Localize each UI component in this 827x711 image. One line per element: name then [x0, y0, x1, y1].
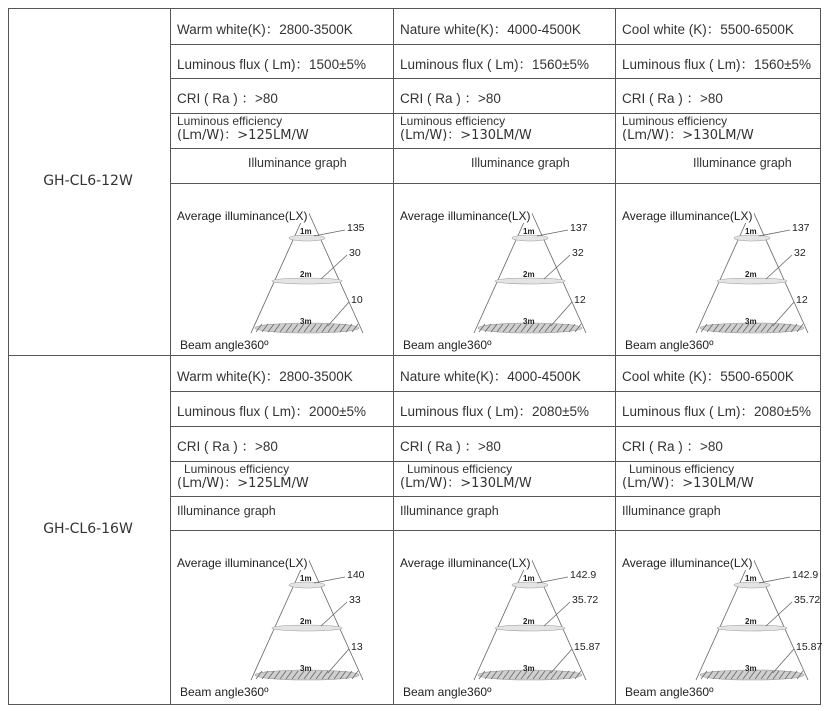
cone-edge-left	[696, 209, 752, 333]
grid-hline	[170, 78, 821, 79]
distance-label: 1m	[300, 227, 312, 236]
cri-value: CRI ( Ra ) ：>80	[400, 439, 501, 454]
luminous-flux-value: Luminous flux ( Lm)：2080±5%	[622, 404, 811, 419]
lux-value: 33	[349, 594, 361, 606]
cct-value: Nature white(K)：4000-4500K	[400, 369, 581, 384]
cri-value: CRI ( Ra ) ：>80	[177, 439, 278, 454]
leader-line	[544, 255, 570, 279]
luminous-efficiency-label: Luminous efficiency	[622, 114, 728, 128]
lux-value: 35.72	[794, 594, 821, 606]
luminous-efficiency-value: (Lm/W)：>130LM/W	[622, 476, 754, 491]
leader-line	[328, 302, 349, 326]
lux-value: 10	[351, 294, 363, 306]
distance-label: 1m	[745, 574, 757, 583]
lux-value: 142.9	[792, 569, 819, 581]
illuminance-cone-diagram	[177, 556, 387, 706]
distance-label: 1m	[300, 574, 312, 583]
beam-angle-label: Beam angle360º	[403, 338, 492, 352]
grid-hline	[170, 530, 821, 531]
luminous-efficiency-value: (Lm/W)：>130LM/W	[622, 128, 754, 143]
distance-label: 1m	[523, 227, 535, 236]
leader-line	[314, 577, 345, 583]
luminous-efficiency-value: (Lm/W)：>130LM/W	[400, 476, 532, 491]
grid-hline	[170, 148, 821, 149]
average-illuminance-label: Average illuminance(LX)	[400, 556, 531, 570]
grid-hline	[170, 391, 821, 392]
beam-angle-label: Beam angle360º	[180, 685, 269, 699]
illuminance-graph-label: Illuminance graph	[400, 504, 499, 518]
luminous-flux-value: Luminous flux ( Lm)：1500±5%	[177, 57, 366, 72]
leader-line	[537, 230, 568, 236]
leader-line	[759, 230, 790, 236]
luminous-efficiency-label: Luminous efficiency	[400, 114, 506, 128]
grid-hline	[170, 44, 821, 45]
distance-label: 3m	[745, 317, 757, 326]
distance-label: 1m	[745, 227, 757, 236]
cct-value: Warm white(K)：2800-3500K	[177, 22, 353, 37]
distance-label: 3m	[745, 664, 757, 673]
leader-line	[766, 602, 792, 626]
lux-value: 12	[574, 294, 586, 306]
average-illuminance-label: Average illuminance(LX)	[622, 556, 753, 570]
model-name: GH-CL6-16W	[43, 520, 133, 537]
grid-hline	[170, 183, 821, 184]
lux-value: 137	[570, 222, 588, 234]
leader-line	[544, 602, 570, 626]
lux-value: 30	[349, 247, 361, 259]
average-illuminance-label: Average illuminance(LX)	[400, 209, 531, 223]
lux-value: 13	[351, 641, 363, 653]
luminous-efficiency-value: (Lm/W)：>125LM/W	[177, 128, 309, 143]
cct-value: Warm white(K)：2800-3500K	[177, 369, 353, 384]
luminous-flux-value: Luminous flux ( Lm)：1560±5%	[400, 57, 589, 72]
luminous-efficiency-label: Luminous efficiency	[407, 462, 513, 476]
lux-value: 12	[796, 294, 808, 306]
lux-value: 35.72	[572, 594, 599, 606]
distance-label: 2m	[300, 270, 312, 279]
lux-value: 135	[347, 222, 365, 234]
leader-line	[759, 577, 790, 583]
leader-line	[773, 302, 794, 326]
distance-label: 3m	[523, 317, 535, 326]
luminous-efficiency	[400, 115, 532, 144]
grid-vline	[8, 8, 9, 705]
illuminance-cone-diagram	[622, 209, 827, 359]
lux-value: 140	[347, 569, 365, 581]
lux-value: 32	[572, 247, 584, 259]
cone-edge-left	[696, 556, 752, 680]
distance-label: 2m	[745, 617, 757, 626]
illuminance-graph-label: Illuminance graph	[693, 156, 792, 170]
distance-label: 3m	[300, 664, 312, 673]
luminous-efficiency	[177, 115, 309, 144]
cone-edge-left	[474, 556, 530, 680]
average-illuminance-label: Average illuminance(LX)	[177, 556, 308, 570]
leader-line	[328, 649, 349, 673]
leader-line	[551, 302, 572, 326]
luminous-flux-value: Luminous flux ( Lm)：1560±5%	[622, 57, 811, 72]
grid-hline	[170, 496, 821, 497]
beam-angle-label: Beam angle360º	[625, 685, 714, 699]
leader-line	[314, 230, 345, 236]
model-name: GH-CL6-12W	[43, 172, 133, 189]
luminous-flux-value: Luminous flux ( Lm)：2000±5%	[177, 404, 366, 419]
illuminance-cone-diagram	[400, 556, 610, 706]
lux-value: 142.9	[570, 569, 597, 581]
illuminance-graph-label: Illuminance graph	[471, 156, 570, 170]
leader-line	[551, 649, 572, 673]
lux-value: 15.87	[796, 641, 823, 653]
cct-value: Cool white (K)：5500-6500K	[622, 22, 794, 37]
distance-label: 1m	[523, 574, 535, 583]
lux-value: 137	[792, 222, 810, 234]
cri-value: CRI ( Ra ) ：>80	[622, 91, 723, 106]
distance-label: 2m	[523, 270, 535, 279]
distance-label: 2m	[745, 270, 757, 279]
cone-edge-left	[474, 209, 530, 333]
lux-value: 32	[794, 247, 806, 259]
distance-label: 2m	[300, 617, 312, 626]
average-illuminance-label: Average illuminance(LX)	[177, 209, 308, 223]
average-illuminance-label: Average illuminance(LX)	[622, 209, 753, 223]
luminous-efficiency	[177, 462, 309, 492]
cri-value: CRI ( Ra ) ：>80	[400, 91, 501, 106]
luminous-efficiency-value: (Lm/W)：>130LM/W	[400, 128, 532, 143]
beam-angle-label: Beam angle360º	[403, 685, 492, 699]
cone-edge-left	[251, 556, 307, 680]
distance-label: 2m	[523, 617, 535, 626]
illuminance-graph-label: Illuminance graph	[177, 504, 276, 518]
luminous-efficiency-label: Luminous efficiency	[177, 114, 283, 128]
leader-line	[537, 577, 568, 583]
beam-angle-label: Beam angle360º	[180, 338, 269, 352]
distance-label: 3m	[300, 317, 312, 326]
cct-value: Nature white(K)：4000-4500K	[400, 22, 581, 37]
luminous-efficiency-value: (Lm/W)：>125LM/W	[177, 476, 309, 491]
illuminance-cone-diagram	[177, 209, 387, 359]
leader-line	[321, 602, 347, 626]
leader-line	[766, 255, 792, 279]
luminous-flux-value: Luminous flux ( Lm)：2080±5%	[400, 404, 589, 419]
beam-angle-label: Beam angle360º	[625, 338, 714, 352]
leader-line	[321, 255, 347, 279]
illuminance-cone-diagram	[400, 209, 610, 359]
grid-hline	[170, 426, 821, 427]
cri-value: CRI ( Ra ) ：>80	[622, 439, 723, 454]
luminous-efficiency	[622, 462, 754, 492]
illuminance-graph-label: Illuminance graph	[622, 504, 721, 518]
cone-edge-left	[251, 209, 307, 333]
luminous-efficiency	[400, 462, 532, 492]
luminous-efficiency-label: Luminous efficiency	[184, 462, 290, 476]
cct-value: Cool white (K)：5500-6500K	[622, 369, 794, 384]
distance-label: 3m	[523, 664, 535, 673]
luminous-efficiency-label: Luminous efficiency	[629, 462, 735, 476]
grid-hline	[8, 8, 821, 9]
luminous-efficiency	[622, 115, 754, 144]
lux-value: 15.87	[574, 641, 601, 653]
illuminance-cone-diagram	[622, 556, 827, 706]
leader-line	[773, 649, 794, 673]
illuminance-graph-label: Illuminance graph	[248, 156, 347, 170]
cri-value: CRI ( Ra ) ：>80	[177, 91, 278, 106]
